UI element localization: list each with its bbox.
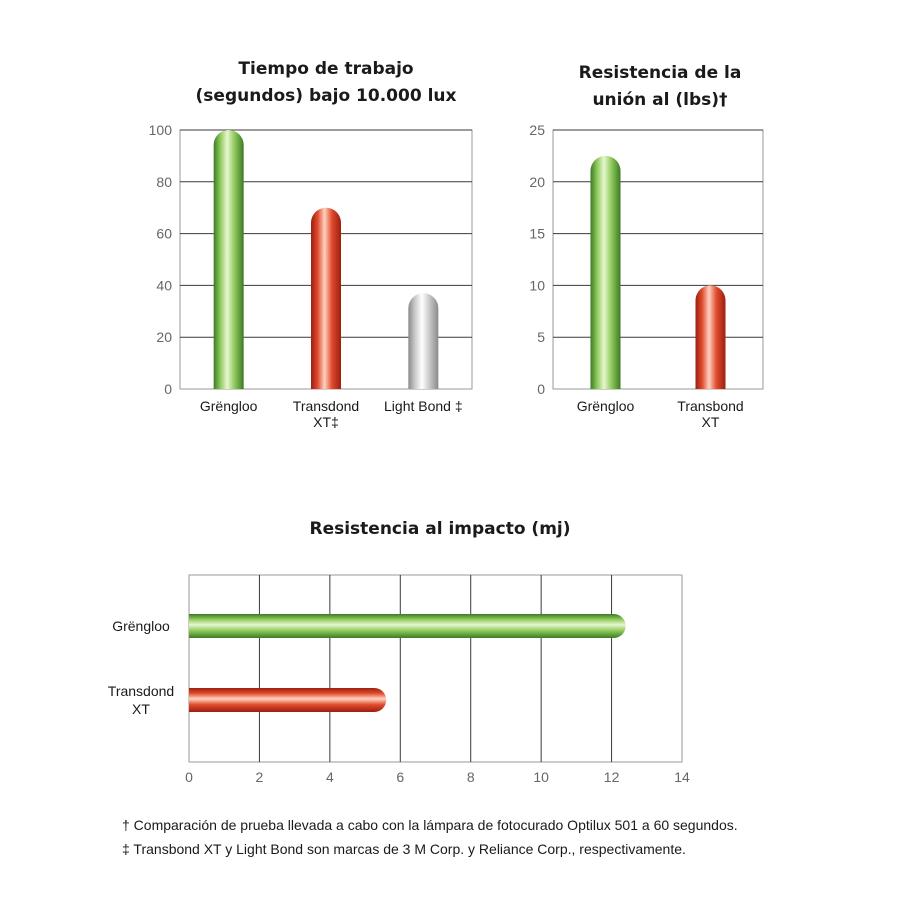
chart-3-x-tick-label-8: 14 [674,769,690,785]
chart-1-title-line-2: (segundos) bajo 10.000 lux [195,86,457,106]
chart-2-plot-frame [553,130,763,389]
chart-3-x-tick-label-7: 12 [603,769,620,785]
footnote-2: ‡ Transbond XT y Light Bond son marcas de 3 M Corp. y Reliance Corp., respectivamente. [122,841,686,857]
chart-3-title-line-1: Resistencia al impacto (mj) [309,519,571,539]
chart-3-bar-2 [189,688,386,712]
chart-3-x-tick-label-4: 6 [396,769,405,785]
chart-1-x-tick-label-1: Grëngloo [199,398,258,414]
chart-3-x-tick-label-3: 4 [325,769,334,785]
chart-3-y-tick-label-2: Transdond [107,683,175,699]
chart-1-bar-2 [311,208,341,389]
chart-1-y-tick-label-3: 40 [156,277,172,294]
chart-2-y-tick-label-3: 10 [529,277,545,294]
chart-1-y-tick-label-2: 20 [156,329,172,346]
chart-3-y-tick-label-2-line-2: XT [132,701,150,717]
chart-1-x-tick-label-2: Transdond [292,398,360,414]
chart-2-x-tick-label-1: Grëngloo [576,398,635,414]
chart-1-x-tick-label-3: Light Bond ‡ [384,398,463,414]
chart-3-plot-frame [189,575,682,762]
chart-1-bar-1 [214,130,244,389]
chart-1-bar-3 [408,293,438,389]
chart-2-title-line-1: Resistencia de la [578,63,742,83]
chart-2-bar-1 [591,156,621,389]
chart-1-x-tick-label-2-line-2: XT‡ [313,414,339,430]
chart-3-x-tick-label-2: 2 [255,769,264,785]
chart-1-y-tick-label-5: 80 [156,173,172,190]
chart-1-y-tick-label-1: 0 [164,381,172,397]
chart-3-bar-1 [189,614,626,638]
chart-2-y-tick-label-1: 0 [537,381,545,397]
chart-3-x-tick-label-6: 10 [533,769,549,785]
chart-1-y-tick-label-6: 100 [148,122,172,138]
chart-3-x-tick-label-1: 0 [185,769,193,785]
chart-1-y-tick-label-4: 60 [156,225,172,242]
chart-2-y-tick-label-2: 5 [537,329,545,346]
chart-3-y-tick-label-1: Grëngloo [112,618,170,634]
footnote-1: † Comparación de prueba llevada a cabo con la lámpara de fotocurado Optilux 501 a 60 segundos. [122,817,738,833]
chart-2-title-line-2: unión al (lbs)† [592,90,728,110]
chart-2-x-tick-label-2: Transbond [677,398,744,414]
chart-2-y-tick-label-5: 20 [529,173,545,190]
chart-2-x-tick-label-2-line-2: XT [701,414,720,430]
chart-3-x-tick-label-5: 8 [466,769,475,785]
chart-2-y-tick-label-6: 25 [529,122,545,138]
chart-1-title-line-1: Tiempo de trabajo [238,59,414,79]
chart-2-y-tick-label-4: 15 [529,225,545,242]
chart-2-bar-2 [696,285,726,389]
